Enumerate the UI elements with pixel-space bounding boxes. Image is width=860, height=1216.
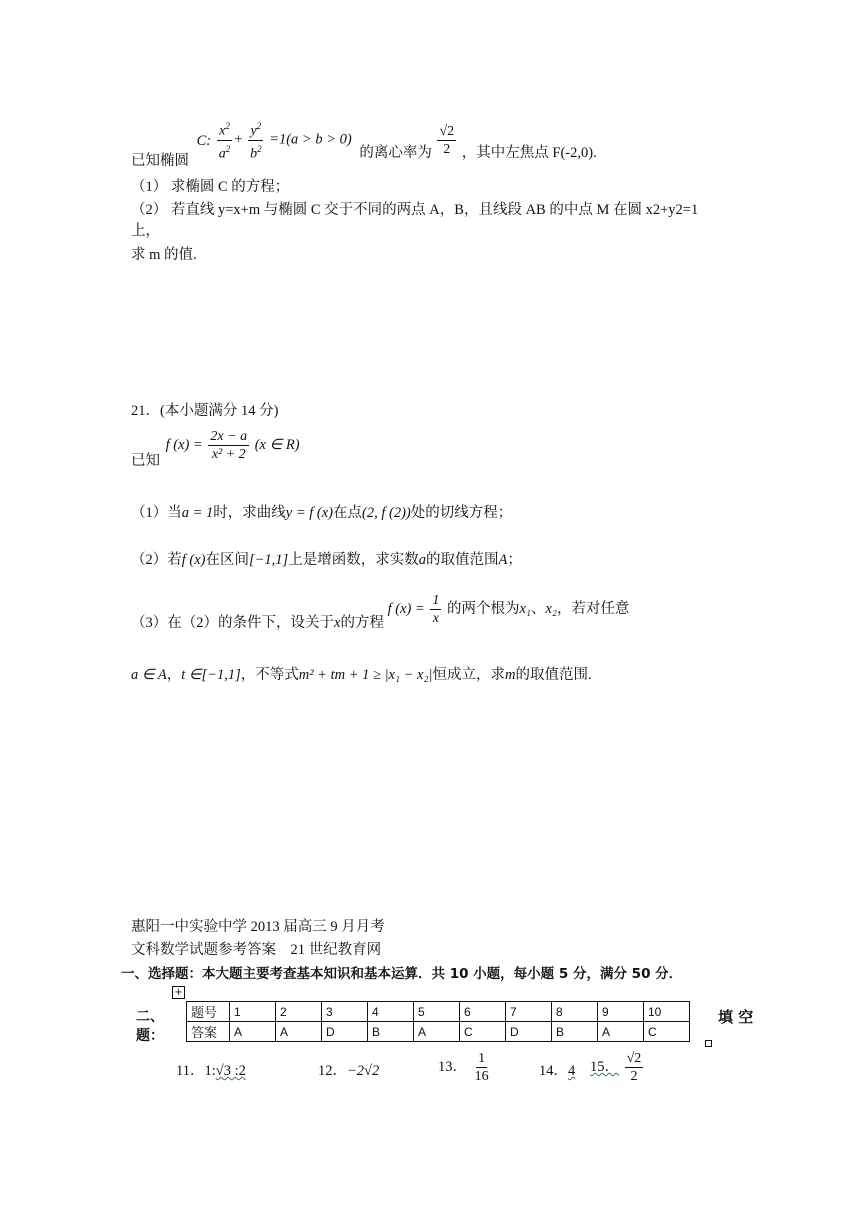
- q20-part1: （1） 求椭圆 C 的方程；: [131, 179, 290, 195]
- table-row: 答案 A A D B A C D B A C: [187, 1022, 690, 1042]
- q20-frac-x: $\frac{x^2}{a^2}$: [217, 118, 233, 162]
- q21-part3-line1: （3）在（2）的条件下，设关于x的方程 f (x) = $\frac{1}{x}$ 的两个根为x₁、x₂，若对任意: [131, 593, 630, 631]
- q21-p3-frac: $\frac{1}{x}$: [432, 593, 440, 626]
- q21-f-lhs: f (x) =: [165, 436, 203, 453]
- answers-section2-b: 题：: [136, 1028, 164, 1044]
- q20-ellipse-name: C:: [196, 133, 212, 150]
- table-resize-handle-icon[interactable]: [705, 1040, 712, 1047]
- q21-function-line: [131, 428, 300, 469]
- choice-answer-table: [186, 1001, 690, 1042]
- answers-section2-right: 填 空: [718, 1008, 754, 1026]
- table-answer-label: 答案: [187, 1022, 230, 1042]
- q21-f-domain: (x ∈ R): [254, 436, 300, 453]
- q20-focus-text: ，其中左焦点 F(-2,0).: [461, 145, 597, 162]
- table-row: 题号 1 2 3 4 5 6 7 8 9 10: [187, 1002, 690, 1022]
- blank-13: 13． $\frac{1}{16}$: [438, 1051, 489, 1084]
- blank-14: 14．4: [539, 1063, 576, 1079]
- q21-header: 21．(本小题满分 14 分): [131, 403, 279, 419]
- answers-section1: 一、选择题：本大题主要考查基本知识和基本运算．共 10 小题，每小题 5 分，满分 50 分．: [121, 966, 683, 982]
- answers-school: 惠阳一中实验中学 2013 届高三 9 月月考: [131, 919, 385, 935]
- q21-f-frac: $\frac{2x - a}{\text{x² + 2}}$: [210, 429, 248, 462]
- q20-part2-c: 求 m 的值.: [131, 247, 197, 263]
- q20-ecc-text: 的离心率为: [359, 145, 432, 162]
- q21-part3-line2: a ∈ A，t ∈[−1,1]，不等式m² + tm + 1 ≥ |x₁ − x₂|恒成立，求m的取值范围.: [131, 667, 592, 683]
- blank-12: 12．−2√2: [318, 1063, 380, 1079]
- q20-part2-b: 上，: [131, 223, 160, 239]
- q20-intro-line: 已知椭圆 C: $\frac{x^2}{a^2}$ + $\frac{y^2}{b^2}$ =1(a > b > 0) 的离心率为 $\frac{√2}{2}$ ，其中左焦点 F(-2,0).: [131, 118, 597, 162]
- q20-ellipse-rhs: =1(a > b > 0): [269, 131, 352, 148]
- answers-subtitle: 文科数学试题参考答案 21 世纪教育网: [131, 942, 382, 958]
- q21-part2: （2）若f (x)在区间[−1,1]上是增函数，求实数a的取值范围A；: [131, 552, 522, 568]
- q21-part1: （1）当a = 1时，求曲线y = f (x)在点(2, f (2))处的切线方程；: [131, 505, 513, 521]
- q20-ecc-value: $\frac{√2}{2}$: [439, 123, 455, 157]
- table-move-handle-icon[interactable]: +: [172, 986, 185, 999]
- answers-section2-a: 二、: [136, 1009, 164, 1025]
- table-head-label: 题号: [187, 1002, 230, 1022]
- q20-part2-a: （2） 若直线 y=x+m 与椭圆 C 交于不同的两点 A，B，且线段 AB 的中点 M 在圆 x2+y2=1: [131, 202, 699, 218]
- q21-known: 已知: [131, 452, 160, 469]
- blank-11: 11．1:√3 :2: [176, 1063, 246, 1079]
- q20-frac-y: $\frac{y^2}{b^2}$: [248, 118, 264, 162]
- q20-prefix: 已知椭圆: [131, 153, 189, 170]
- blank-15: 15． $\frac{√2}{2}$: [590, 1051, 642, 1084]
